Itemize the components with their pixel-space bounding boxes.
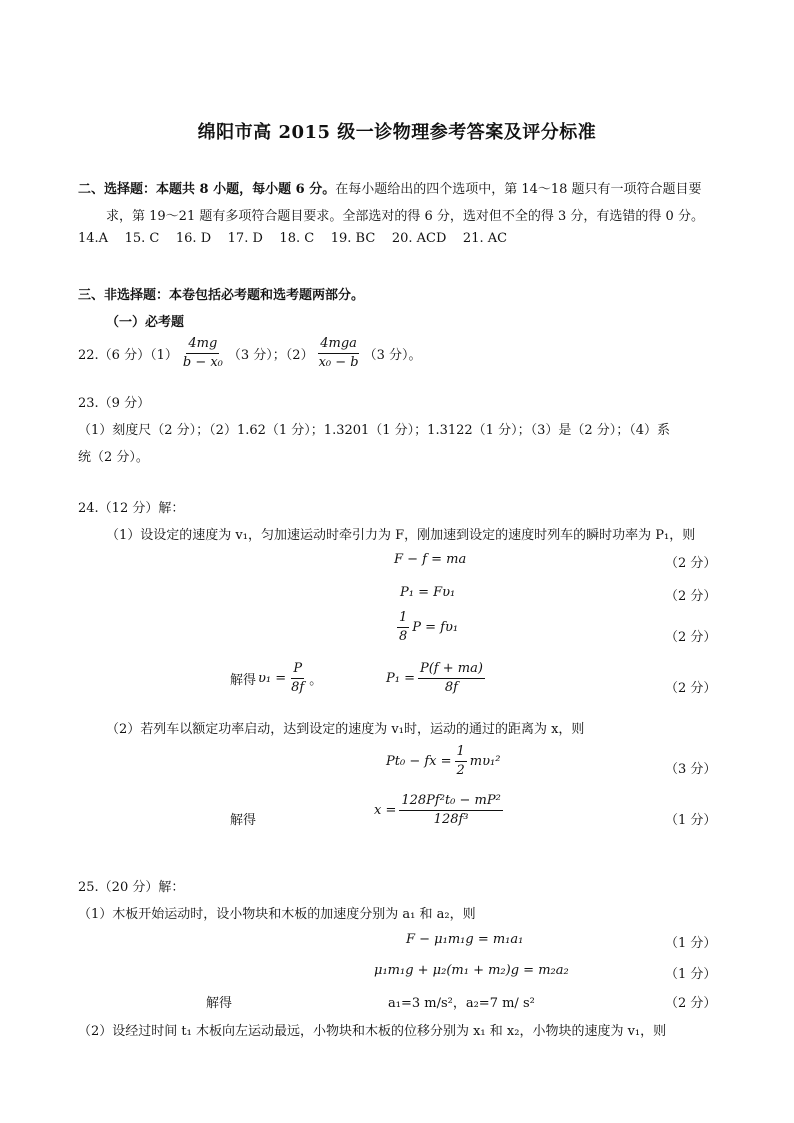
q25-score2: （1 分） bbox=[665, 967, 717, 982]
answer-16: 16. D bbox=[175, 231, 212, 246]
q22-f1-numerator: 4mg bbox=[186, 336, 219, 354]
section2-heading: 二、选择题：本题共 8 小题，每小题 6 分。 bbox=[78, 182, 336, 197]
q24-sol2-denominator: 8f bbox=[444, 680, 458, 695]
q22-fraction-2 bbox=[317, 336, 361, 371]
q24-eq5 bbox=[386, 744, 500, 779]
q24-solve2-label: 解得 bbox=[230, 813, 257, 828]
required-heading: （一）必考题 bbox=[106, 315, 185, 330]
q24-sol1-denominator: 8f bbox=[291, 680, 305, 695]
q22-f1-denominator: b − x₀ bbox=[182, 355, 223, 370]
section3-heading: 三、非选择题：本卷包括必考题和选考题两部分。 bbox=[78, 288, 365, 303]
answer-list bbox=[78, 231, 507, 246]
q24-eq3-rest: P = fυ₁ bbox=[412, 620, 459, 635]
q24-score2: （2 分） bbox=[665, 589, 717, 604]
q23-line2: 统（2 分）。 bbox=[78, 450, 149, 465]
q24-score5: （3 分） bbox=[665, 762, 717, 777]
q25-part1: （1）木板开始运动时，设小物块和木板的加速度分别为 a₁ 和 a₂，则 bbox=[78, 907, 476, 922]
q24-sol1-end: 。 bbox=[309, 673, 323, 688]
q24-eq3 bbox=[394, 610, 458, 645]
q24-score3: （2 分） bbox=[665, 630, 717, 645]
q24-eq5-lhs: Pt₀ − fx = bbox=[386, 754, 452, 769]
q24-eq3-fraction bbox=[397, 610, 409, 645]
q24-eq5-numerator: 1 bbox=[455, 744, 467, 762]
q25-score3: （2 分） bbox=[665, 996, 717, 1011]
q24-label: 24.（12 分）解： bbox=[78, 501, 185, 516]
q25-score1: （1 分） bbox=[665, 936, 717, 951]
q22-f2-denominator: x₀ − b bbox=[318, 355, 359, 370]
q24-solution2 bbox=[386, 661, 488, 696]
q24-eq6-lhs: x = bbox=[374, 803, 397, 818]
answer-15: 15. C bbox=[124, 231, 160, 246]
q22-end: （3 分）。 bbox=[363, 348, 422, 363]
q23-label: 23.（9 分） bbox=[78, 396, 151, 411]
q24-score4: （2 分） bbox=[665, 681, 717, 696]
answer-17: 17. D bbox=[227, 231, 263, 246]
q24-sol2-numerator: P(f + ma) bbox=[418, 661, 485, 679]
q24-eq3-denominator: 8 bbox=[399, 629, 408, 644]
q24-eq5-denominator: 2 bbox=[456, 763, 465, 778]
q25-label: 25.（20 分）解： bbox=[78, 880, 185, 895]
q24-eq1: F − f = ma bbox=[394, 552, 467, 567]
q24-sol2-fraction bbox=[418, 661, 485, 696]
q24-part1: （1）设设定的速度为 v₁，匀加速运动时牵引力为 F，刚加速到设定的速度时列车的瞬时功率为 P₁，则 bbox=[106, 528, 696, 543]
q23-line1: （1）刻度尺（2 分）；（2）1.62（1 分）；1.3201（1 分）；1.3122（1 分）；（3）是（2 分）；（4）系 bbox=[78, 423, 671, 438]
q24-eq5-rest: mυ₁² bbox=[469, 754, 501, 769]
q25-eq1: F − μ₁m₁g = m₁a₁ bbox=[406, 932, 524, 947]
q24-solve-label: 解得 bbox=[230, 673, 257, 688]
q24-sol1-fraction bbox=[289, 661, 306, 696]
q25-part2: （2）设经过时间 t₁ 木板向左运动最远，小物块和木板的位移分别为 x₁ 和 x₂，小物块的速度为 v₁，则 bbox=[78, 1024, 667, 1039]
q24-eq6 bbox=[374, 793, 506, 828]
q24-eq2: P₁ = Fυ₁ bbox=[400, 585, 456, 600]
q24-solution1 bbox=[230, 661, 322, 696]
answer-20: 20. ACD bbox=[391, 231, 447, 246]
q25-solve-label: 解得 bbox=[206, 996, 233, 1011]
page-title: 绵阳市高 2015 级一诊物理参考答案及评分标准 bbox=[197, 122, 597, 143]
section2-block bbox=[78, 178, 702, 197]
q24-eq6-fraction bbox=[399, 793, 502, 828]
answer-21: 21. AC bbox=[462, 231, 508, 246]
q24-eq6-denominator: 128f³ bbox=[433, 812, 469, 827]
answer-19: 19. BC bbox=[330, 231, 376, 246]
q24-eq5-fraction bbox=[455, 744, 467, 779]
q22-label: 22.（6 分）（1） bbox=[78, 348, 178, 363]
q24-sol1-numerator: P bbox=[291, 661, 304, 679]
answer-14: 14.A bbox=[78, 231, 109, 246]
q24-eq6-numerator: 128Pf²t₀ − mP² bbox=[399, 793, 502, 811]
q22-f2-numerator: 4mga bbox=[318, 336, 359, 354]
q22-mid: （3 分）；（2） bbox=[227, 348, 314, 363]
q24-sol2-lhs: P₁ = bbox=[386, 671, 415, 686]
q24-score6: （1 分） bbox=[665, 813, 717, 828]
q24-part2: （2）若列车以额定功率启动，达到设定的速度为 v₁时，运动的通过的距离为 x，则 bbox=[106, 722, 585, 737]
q25-solution: a₁=3 m/s²，a₂=7 m/ s² bbox=[388, 996, 535, 1011]
answer-18: 18. C bbox=[279, 231, 315, 246]
q24-sol1-lhs: υ₁ = bbox=[258, 671, 287, 686]
q24-score1: （2 分） bbox=[665, 556, 717, 571]
q24-eq3-numerator: 1 bbox=[397, 610, 409, 628]
q22-fraction-1 bbox=[181, 336, 225, 371]
section2-intro: 在每小题给出的四个选项中，第 14～18 题只有一项符合题目要 bbox=[335, 182, 702, 197]
section2-intro2: 求，第 19～21 题有多项符合题目要求。全部选对的得 6 分，选对但不全的得 3 分，有选错的得 0 分。 bbox=[106, 209, 704, 224]
q22-line bbox=[78, 336, 422, 371]
q25-eq2: μ₁m₁g + μ₂(m₁ + m₂)g = m₂a₂ bbox=[374, 963, 569, 978]
